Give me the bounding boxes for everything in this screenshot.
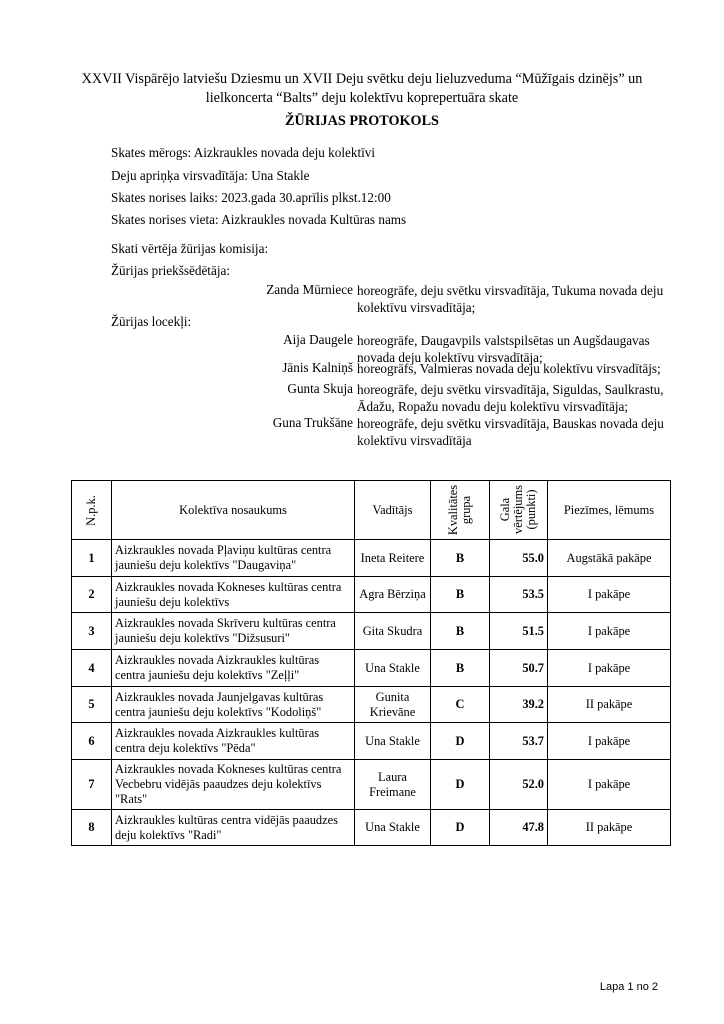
cell-npk: 3	[72, 613, 112, 650]
table-row	[72, 577, 671, 613]
cell-notes: II pakāpe	[548, 687, 671, 723]
results-table	[71, 480, 671, 846]
cell-npk: 8	[72, 810, 112, 846]
cell-group: B	[431, 577, 490, 613]
member-desc: horeogrāfe, Daugavpils valstspilsētas un Augšdaugavas novada deju kolektīvu virsvadītāja;	[357, 333, 650, 365]
cell-score: 53.7	[490, 723, 548, 760]
cell-name: Aizkraukles novada Jaunjelgavas kultūras centra jauniešu deju kolektīvs "Kodoliņš"	[112, 687, 355, 723]
cell-group: B	[431, 650, 490, 687]
member-name: Jānis Kalniņš	[282, 360, 353, 375]
cell-notes: I pakāpe	[548, 723, 671, 760]
member-desc: horeogrāfe, deju svētku virsvadītāja, Bauskas novada deju kolektīvu virsvadītāja	[357, 416, 664, 448]
table-row	[72, 723, 671, 760]
title-line-2: lielkoncerta “Balts” deju kolektīvu koprepertuāra skate	[205, 90, 519, 106]
chair-name: Zanda Mūrniece	[266, 282, 353, 297]
cell-score: 50.7	[490, 650, 548, 687]
chair-desc: horeogrāfe, deju svētku virsvadītāja, Tukuma novada deju kolektīvu virsvadītāja;	[357, 283, 664, 315]
cell-npk: 4	[72, 650, 112, 687]
table-row	[72, 810, 671, 846]
cell-name: Aizkraukles novada Kokneses kultūras centra jauniešu deju kolektīvs	[112, 577, 355, 613]
cell-score: 51.5	[490, 613, 548, 650]
cell-notes: I pakāpe	[548, 760, 671, 810]
member-desc: horeogrāfe, deju svētku virsvadītāja, Siguldas, Saulkrastu, Ādažu, Ropažu novadu deju kolektīvu virsvadītāja;	[357, 382, 664, 414]
cell-leader: Laura Freimane	[355, 760, 431, 810]
header-notes: Piezīmes, lēmums	[548, 481, 671, 540]
cell-notes: Augstākā pakāpe	[548, 540, 671, 577]
cell-group: D	[431, 723, 490, 760]
document-title	[60, 70, 664, 108]
cell-leader: Agra Bērziņa	[355, 577, 431, 613]
header-score	[490, 481, 548, 540]
header-npk	[72, 481, 112, 540]
cell-group: D	[431, 810, 490, 846]
header-score-line-3: (punkti)	[524, 489, 538, 530]
cell-name: Aizkraukles kultūras centra vidējās paaudzes deju kolektīvs "Radi"	[112, 810, 355, 846]
header-group-line-1: Kvalitātes	[445, 484, 460, 535]
cell-notes: II pakāpe	[548, 810, 671, 846]
protocol-heading: ŽŪRIJAS PROTOKOLS	[285, 113, 439, 129]
header-name: Kolektīva nosaukums	[112, 481, 355, 540]
cell-leader: Ineta Reitere	[355, 540, 431, 577]
header-leader: Vadītājs	[355, 481, 431, 540]
cell-npk: 1	[72, 540, 112, 577]
member-desc: horeogrāfs, Valmieras novada deju kolektīvu virsvadītājs;	[357, 361, 661, 376]
header-npk-label: N.p.k.	[83, 494, 98, 526]
cell-npk: 2	[72, 577, 112, 613]
cell-score: 39.2	[490, 687, 548, 723]
cell-leader: Una Stakle	[355, 723, 431, 760]
cell-name: Aizkraukles novada Aizkraukles kultūras centra deju kolektīvs "Pēda"	[112, 723, 355, 760]
cell-group: B	[431, 540, 490, 577]
commission-label: Skati vērtēja žūrijas komisija:	[111, 241, 269, 256]
cell-leader: Gita Skudra	[355, 613, 431, 650]
member-name: Gunta Skuja	[287, 381, 353, 396]
cell-leader: Una Stakle	[355, 810, 431, 846]
cell-score: 55.0	[490, 540, 548, 577]
header-group	[431, 481, 490, 540]
table-row	[72, 540, 671, 577]
cell-score: 53.5	[490, 577, 548, 613]
cell-score: 52.0	[490, 760, 548, 810]
header-score-label	[499, 485, 538, 534]
info-supervisor: Deju apriņķa virsvadītāja: Una Stakle	[111, 168, 310, 183]
cell-name: Aizkraukles novada Skrīveru kultūras centra jauniešu deju kolektīvs "Dižsusuri"	[112, 613, 355, 650]
cell-name: Aizkraukles novada Pļaviņu kultūras centra jauniešu deju kolektīvs "Daugaviņa"	[112, 540, 355, 577]
cell-name: Aizkraukles novada Aizkraukles kultūras centra jauniešu deju kolektīvs "Zeļļi"	[112, 650, 355, 687]
cell-notes: I pakāpe	[548, 577, 671, 613]
header-score-line-2: vērtējums	[511, 485, 525, 534]
cell-notes: I pakāpe	[548, 613, 671, 650]
cell-npk: 5	[72, 687, 112, 723]
header-group-label	[447, 484, 473, 534]
cell-notes: I pakāpe	[548, 650, 671, 687]
header-group-line-2: grupa	[458, 495, 473, 524]
cell-leader: Una Stakle	[355, 650, 431, 687]
cell-leader: Gunita Krievāne	[355, 687, 431, 723]
members-label: Žūrijas locekļi:	[111, 314, 192, 329]
cell-group: C	[431, 687, 490, 723]
page-number: Lapa 1 no 2	[599, 981, 658, 993]
info-time: Skates norises laiks: 2023.gada 30.aprīlis plkst.12:00	[111, 190, 391, 205]
table-row	[72, 613, 671, 650]
cell-npk: 6	[72, 723, 112, 760]
member-name: Aija Daugele	[283, 332, 353, 347]
table-header-row	[72, 481, 671, 540]
info-venue: Skates norises vieta: Aizkraukles novada Kultūras nams	[111, 212, 407, 227]
info-scope: Skates mērogs: Aizkraukles novada deju kolektīvi	[111, 145, 376, 160]
table-row	[72, 760, 671, 810]
cell-name: Aizkraukles novada Kokneses kultūras centra Vecbebru vidējās paaudzes deju kolektīvs "Rats"	[112, 760, 355, 810]
table-row	[72, 650, 671, 687]
table-row	[72, 687, 671, 723]
cell-group: B	[431, 613, 490, 650]
member-name: Guna Trukšāne	[272, 415, 353, 430]
header-score-line-1: Gala	[498, 497, 512, 522]
chair-label: Žūrijas priekšsēdētāja:	[111, 263, 231, 278]
cell-group: D	[431, 760, 490, 810]
title-line-1: XXVII Vispārējo latviešu Dziesmu un XVII Deju svētku deju lieluzveduma “Mūžīgais dzinējs” un	[81, 71, 643, 87]
cell-score: 47.8	[490, 810, 548, 846]
cell-npk: 7	[72, 760, 112, 810]
